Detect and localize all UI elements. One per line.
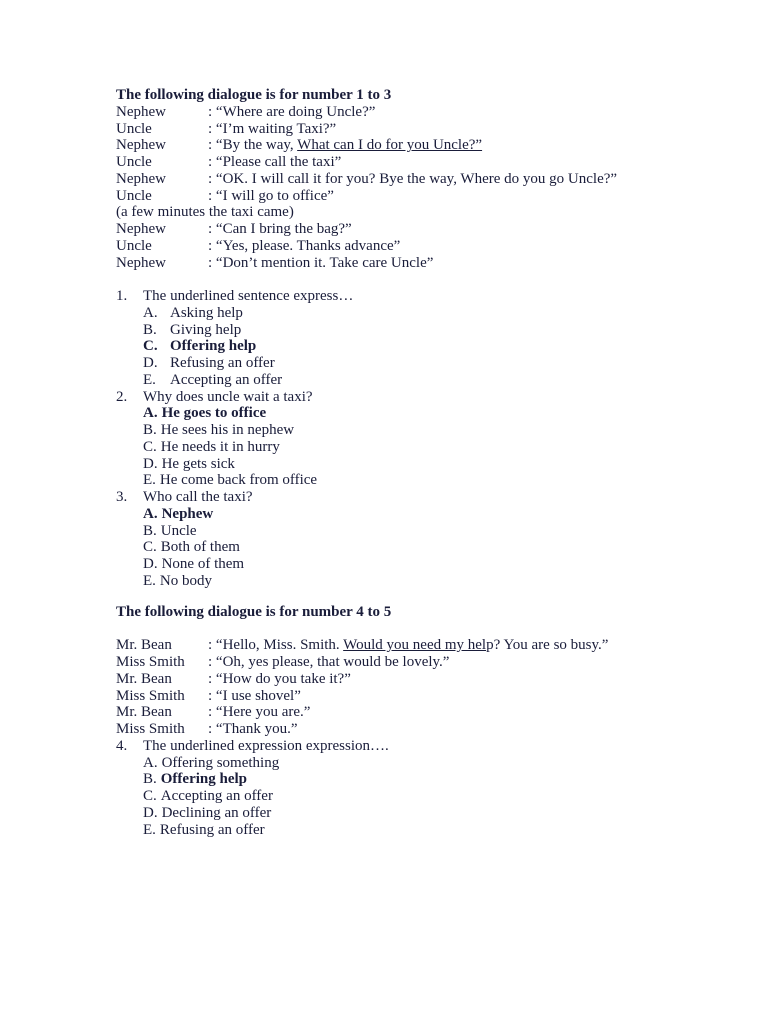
option	[116, 439, 736, 456]
speaker: Mr. Bean	[116, 670, 172, 687]
option-text: No body	[159, 572, 213, 589]
dialogue-line	[116, 721, 736, 738]
speech	[208, 637, 608, 653]
option	[116, 822, 736, 839]
speech: : “OK. I will call it for you? Bye the way, Where do you go Uncle?”	[208, 170, 618, 187]
question-number: 1.	[116, 288, 128, 304]
speaker: Nephew	[116, 221, 166, 237]
option-text: Accepting an offer	[160, 788, 273, 804]
speaker: Uncle	[116, 187, 152, 204]
option-letter: D.	[143, 804, 158, 821]
speech-prefix: : “By the way,	[208, 137, 298, 154]
option-text: Accepting an offer	[170, 371, 283, 388]
spacer	[116, 620, 736, 637]
speech: : “Oh, yes please, that would be lovely.”	[208, 654, 450, 670]
speech: : “Can I bring the bag?”	[208, 221, 352, 237]
speaker: Miss Smith	[116, 721, 185, 737]
speech: : “Yes, please. Thanks advance”	[208, 237, 401, 254]
speaker: Nephew	[116, 254, 166, 271]
question-2	[116, 389, 736, 406]
option	[116, 422, 736, 439]
option-text: He needs it in hurry	[160, 438, 280, 455]
option-answer	[116, 506, 736, 523]
option	[116, 755, 736, 772]
speaker: Mr. Bean	[116, 637, 172, 654]
option-text: He goes to office	[161, 405, 267, 422]
document-page	[116, 87, 736, 838]
option-letter: E.	[143, 472, 156, 489]
option-letter: E.	[143, 821, 156, 838]
speaker: Miss Smith	[116, 687, 185, 704]
speaker: Uncle	[116, 237, 152, 254]
speech-prefix: : “Hello, Miss. Smith.	[208, 637, 344, 654]
option-letter: B.	[143, 771, 157, 788]
option-text: Refusing an offer	[170, 355, 275, 371]
dialogue-line	[116, 171, 736, 188]
dialogue-line	[116, 637, 736, 654]
dialogue-line	[116, 654, 736, 671]
option	[116, 556, 736, 573]
speaker: Nephew	[116, 103, 166, 120]
option	[116, 539, 736, 556]
option	[116, 472, 736, 489]
option-answer	[116, 771, 736, 788]
speaker: Nephew	[116, 137, 166, 154]
option	[116, 355, 736, 372]
speech: : “I’m waiting Taxi?”	[208, 120, 337, 137]
dialogue-line	[116, 704, 736, 721]
option-letter: D.	[143, 556, 158, 572]
speaker: Mr. Bean	[116, 704, 172, 721]
speech-suffix: p? You are so busy.”	[486, 637, 609, 654]
question-text: Who call the taxi?	[143, 489, 253, 505]
speaker: Miss Smith	[116, 654, 185, 670]
question-text: The underlined sentence express…	[143, 288, 354, 304]
option-letter: A.	[143, 754, 158, 771]
dialogue-line	[116, 688, 736, 705]
dialogue-line	[116, 671, 736, 688]
option	[116, 788, 736, 805]
dialogue-line	[116, 154, 736, 171]
option-text: He come back from office	[159, 472, 318, 489]
question-text: The underlined expression expression….	[143, 737, 389, 754]
option-letter: C.	[143, 539, 157, 556]
option-letter: C.	[143, 438, 157, 455]
question-number: 3.	[116, 489, 128, 505]
option-letter: D.	[143, 355, 158, 371]
option-text: Giving help	[170, 321, 242, 338]
option	[116, 805, 736, 822]
speech	[208, 137, 482, 153]
speech: : “Where are doing Uncle?”	[208, 103, 376, 120]
question-3	[116, 489, 736, 506]
speech: : “Don’t mention it. Take care Uncle”	[208, 254, 434, 271]
dialogue-line	[116, 121, 736, 138]
question-number: 4.	[116, 737, 128, 754]
question-number: 2.	[116, 388, 128, 405]
option-letter: C.	[143, 338, 158, 355]
narration-line: (a few minutes the taxi came)	[116, 204, 294, 221]
option-letter: B.	[143, 522, 157, 539]
section-1-heading: The following dialogue is for number 1 to 3	[116, 87, 392, 103]
option-letter: B.	[143, 422, 157, 438]
option-text: Offering something	[161, 754, 280, 771]
option-text: Refusing an offer	[159, 821, 265, 838]
speech: : “Here you are.”	[208, 704, 311, 721]
option-text: None of them	[161, 556, 245, 572]
spacer	[116, 590, 736, 604]
option	[116, 523, 736, 540]
dialogue-line	[116, 221, 736, 238]
question-1	[116, 288, 736, 305]
dialogue-line	[116, 104, 736, 121]
option-answer	[116, 405, 736, 422]
option-letter: D.	[143, 455, 158, 472]
speech: : “How do you take it?”	[208, 670, 351, 687]
option-letter: E.	[143, 371, 156, 388]
underlined-sentence: What can I do for you Uncle?”	[297, 137, 483, 154]
option-text: He sees his in nephew	[160, 422, 295, 438]
option-text: He gets sick	[161, 455, 235, 472]
dialogue-line	[116, 238, 736, 255]
option-text: Declining an offer	[161, 804, 272, 821]
option	[116, 573, 736, 590]
dialogue-line	[116, 255, 736, 272]
option-letter: A.	[143, 304, 158, 321]
speaker: Uncle	[116, 154, 152, 170]
option-text: Nephew	[161, 505, 214, 522]
speaker: Uncle	[116, 120, 152, 137]
question-text: Why does uncle wait a taxi?	[143, 388, 313, 405]
underlined-sentence: Would you need my hel	[343, 637, 487, 654]
dialogue-line	[116, 137, 736, 154]
option-text: Uncle	[160, 522, 197, 539]
option	[116, 322, 736, 339]
option-letter: B.	[143, 321, 157, 338]
option-letter: A.	[143, 405, 158, 422]
spacer	[116, 271, 736, 288]
option-letter: E.	[143, 572, 156, 589]
speech: : “Thank you.”	[208, 721, 298, 737]
option	[116, 305, 736, 322]
speech: : “I will go to office”	[208, 187, 334, 204]
option	[116, 456, 736, 473]
speaker: Nephew	[116, 170, 166, 187]
dialogue-line	[116, 188, 736, 205]
speech: : “Please call the taxi”	[208, 154, 342, 170]
option-answer	[116, 338, 736, 355]
speech: : “I use shovel”	[208, 687, 301, 704]
option-letter: C.	[143, 788, 157, 804]
option-text: Asking help	[170, 304, 243, 321]
section-2-heading: The following dialogue is for number 4 to 5	[116, 603, 392, 620]
option-text: Offering help	[160, 771, 248, 788]
option	[116, 372, 736, 389]
option-text: Both of them	[160, 539, 240, 556]
question-4	[116, 738, 736, 755]
option-text: Offering help	[170, 338, 257, 355]
option-letter: A.	[143, 505, 158, 522]
